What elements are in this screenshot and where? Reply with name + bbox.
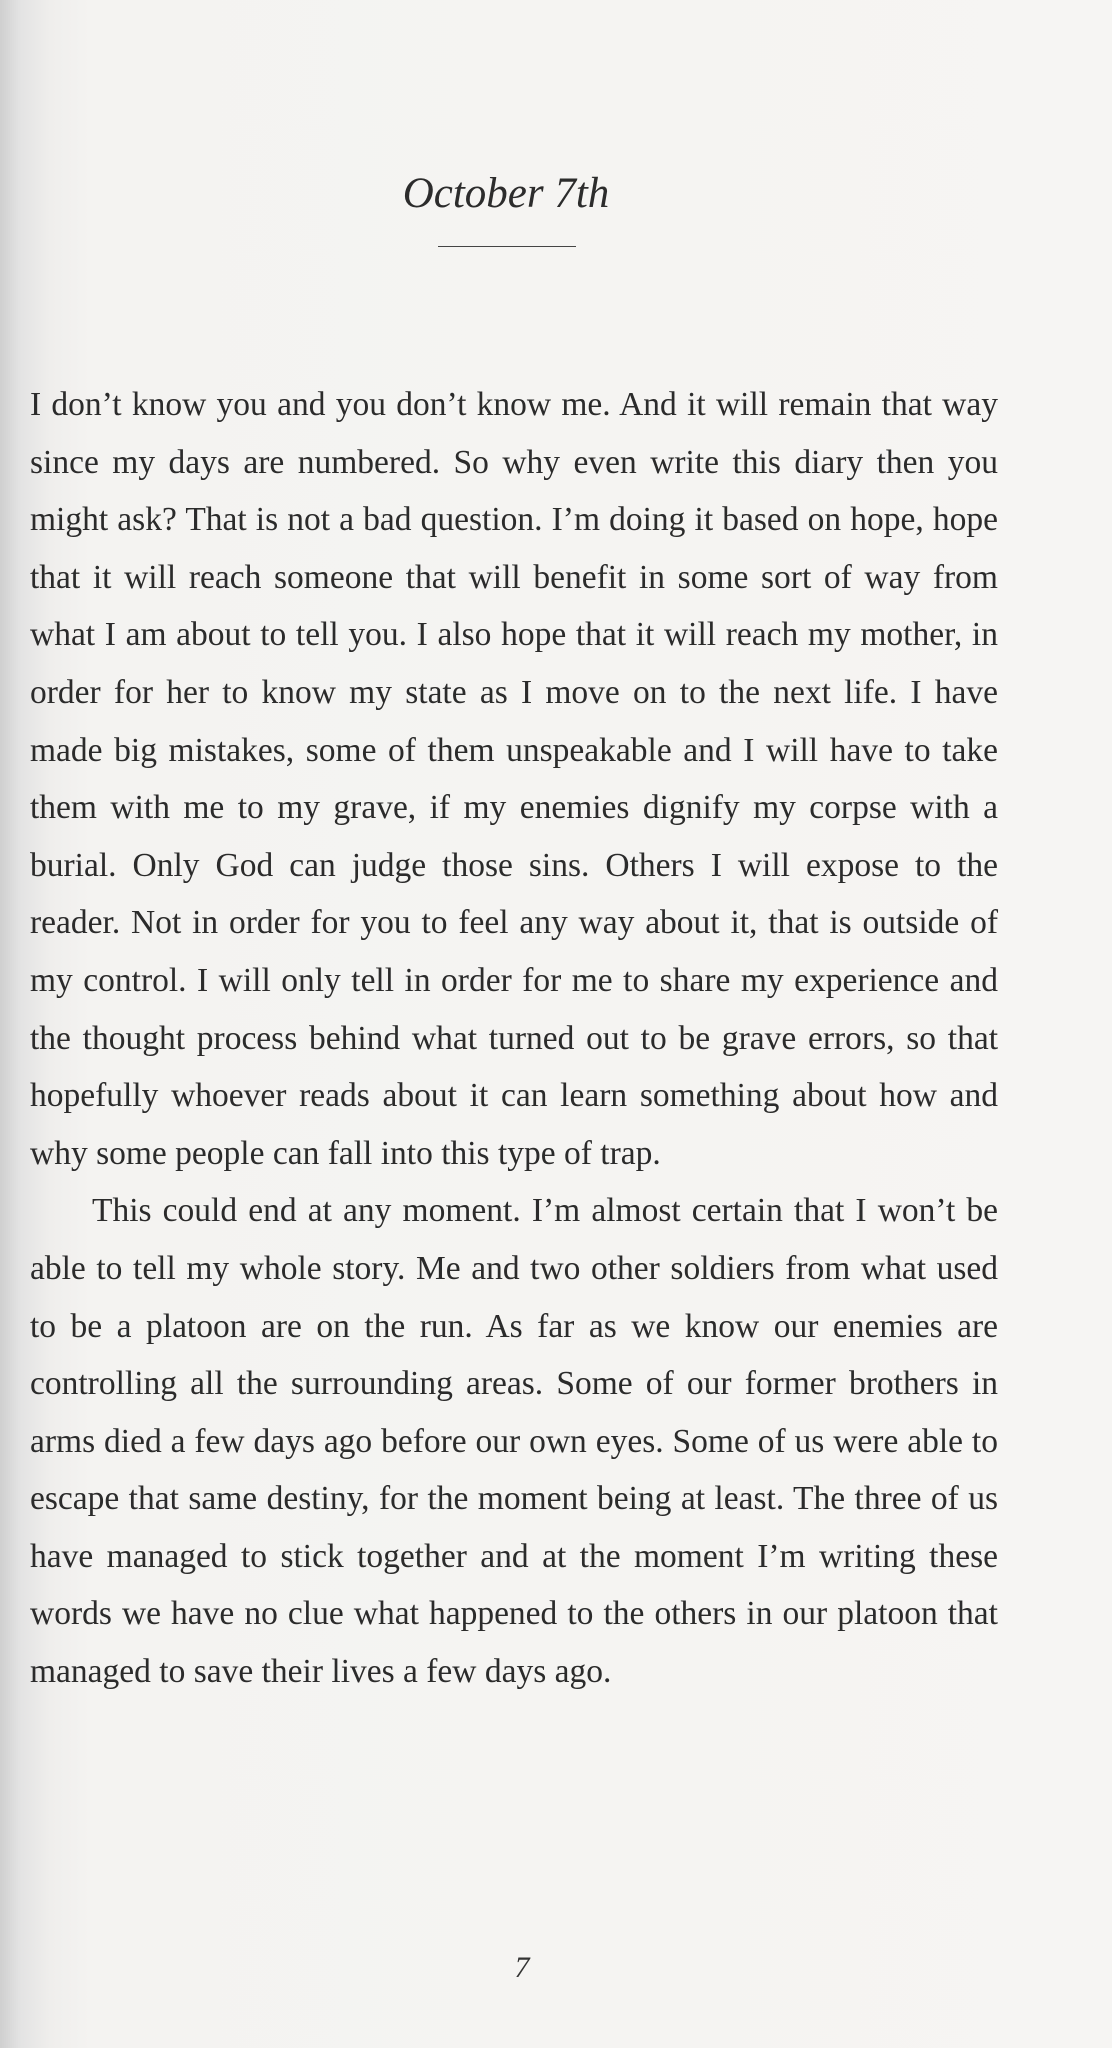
chapter-title: October 7th: [402, 170, 610, 217]
title-underline-rule: [438, 246, 576, 247]
body-text: [30, 376, 998, 1701]
page-number: 7: [514, 1951, 530, 1984]
paragraph-2: This could end at any moment. I’m almost certain that I won’t be able to tell my whole story. Me and two other soldiers from what used to be a platoon are on the run. As far as we know our enemies are controlling all the surrounding areas. Some of our former brothers in arms died a few days ago before our own eyes. Some of us were able to escape that same destiny, for the moment being at least. The three of us have managed to stick together and at the moment I’m writing these words we have no clue what happened to the others in our platoon that managed to save their lives a few days ago.: [30, 1192, 998, 1691]
paragraph-1: I don’t know you and you don’t know me. And it will remain that way since my days are numbered. So why even write this diary then you might ask? That is not a bad question. I’m doing it based on hope, hope that it will reach someone that will benefit in some sort of way from what I am about to tell you. I also hope that it will reach my mother, in order for her to know my state as I move on to the next life. I have made big mistakes, some of them unspeakable and I will have to take them with me to my grave, if my enemies dignify my corpse with a burial. Only God can judge those sins. Others I will expose to the reader. Not in order for you to feel any way about it, that is outside of my control. I will only tell in order for me to share my experience and the thought process behind what turned out to be grave errors, so that hopefully whoever reads about it can learn something about how and why some people can fall into this type of trap.: [30, 386, 998, 1172]
